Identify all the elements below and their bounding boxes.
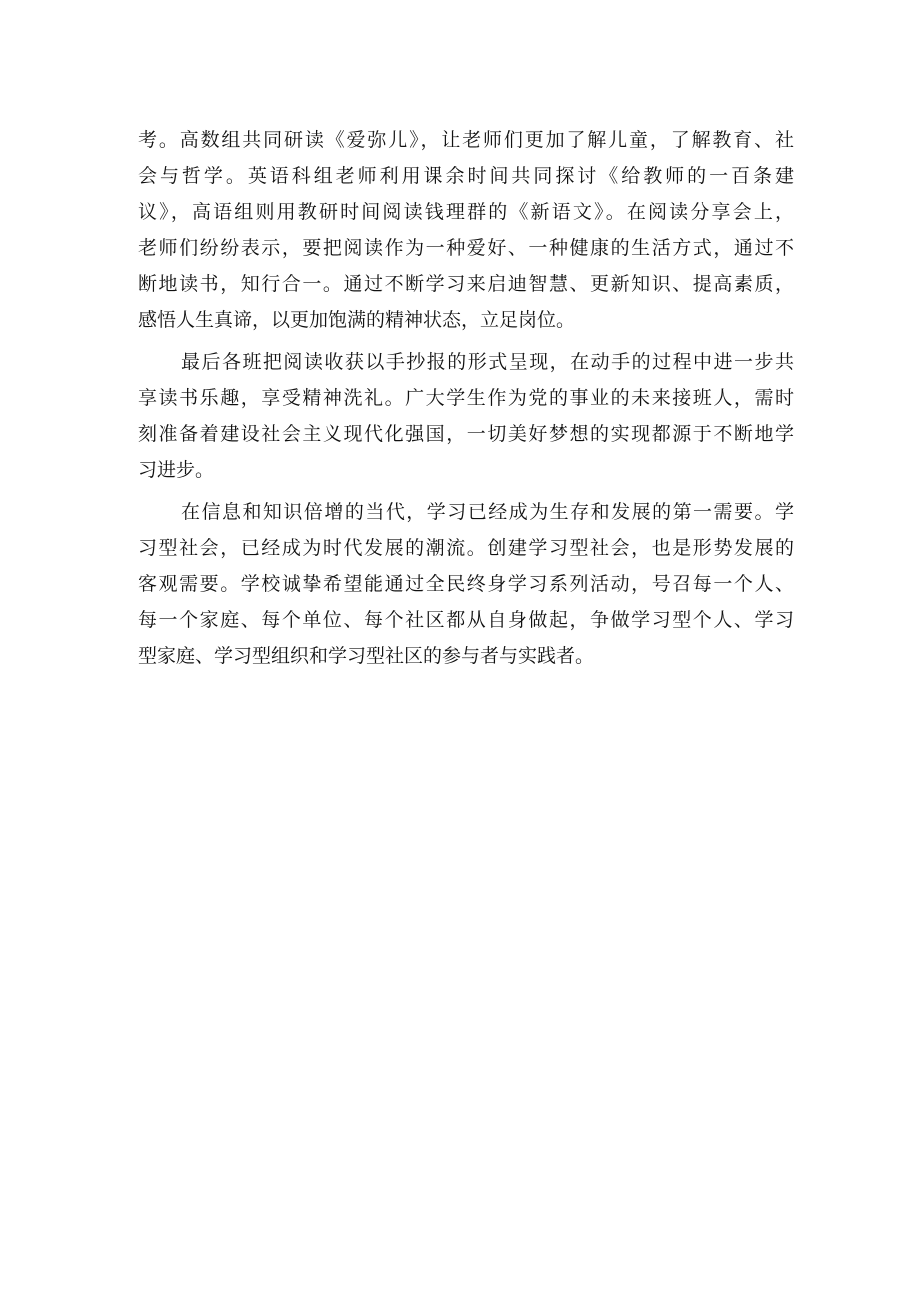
paragraph-1-line-1: 考。高数组共同研读《爱弥儿》，让老师们更加了解儿童，了解教育、社 bbox=[138, 129, 794, 151]
paragraph-3-line-1: 在信息和知识倍增的当代，学习已经成为生存和发展的第一需要。学 bbox=[181, 501, 794, 523]
paragraph-2-line-2: 享读书乐趣，享受精神洗礼。广大学生作为党的事业的未来接班人，需时 bbox=[138, 387, 794, 409]
paragraph-3-line-5: 型家庭、学习型组织和学习型社区的参与者与实践者。 bbox=[138, 645, 595, 667]
paragraph-1-line-4: 老师们纷纷表示，要把阅读作为一种爱好、一种健康的生活方式，通过不 bbox=[138, 237, 794, 259]
paragraph-2-line-1: 最后各班把阅读收获以手抄报的形式呈现，在动手的过程中进一步共 bbox=[181, 351, 794, 373]
paragraph-1-line-5: 断地读书，知行合一。通过不断学习来启迪智慧、更新知识、提高素质， bbox=[138, 273, 794, 295]
paragraph-2-line-3: 刻准备着建设社会主义现代化强国，一切美好梦想的实现都源于不断地学 bbox=[138, 423, 794, 445]
paragraph-1 bbox=[138, 122, 794, 338]
paragraph-3-line-4: 每一个家庭、每个单位、每个社区都从自身做起，争做学习型个人、学习 bbox=[138, 609, 794, 631]
paragraph-3 bbox=[138, 494, 794, 674]
paragraph-2-line-4: 习进步。 bbox=[138, 459, 215, 481]
paragraph-1-line-6: 感悟人生真谛，以更加饱满的精神状态，立足岗位。 bbox=[138, 309, 576, 331]
document-body bbox=[138, 122, 794, 674]
paragraph-1-line-2: 会与哲学。英语科组老师利用课余时间共同探讨《给教师的一百条建 bbox=[138, 165, 794, 187]
paragraph-3-line-3: 客观需要。学校诚挚希望能通过全民终身学习系列活动，号召每一个人、 bbox=[138, 573, 794, 595]
paragraph-2 bbox=[138, 344, 794, 488]
paragraph-3-line-2: 习型社会，已经成为时代发展的潮流。创建学习型社会，也是形势发展的 bbox=[138, 537, 794, 559]
paragraph-1-line-3: 议》，高语组则用教研时间阅读钱理群的《新语文》。在阅读分享会上， bbox=[138, 201, 794, 223]
